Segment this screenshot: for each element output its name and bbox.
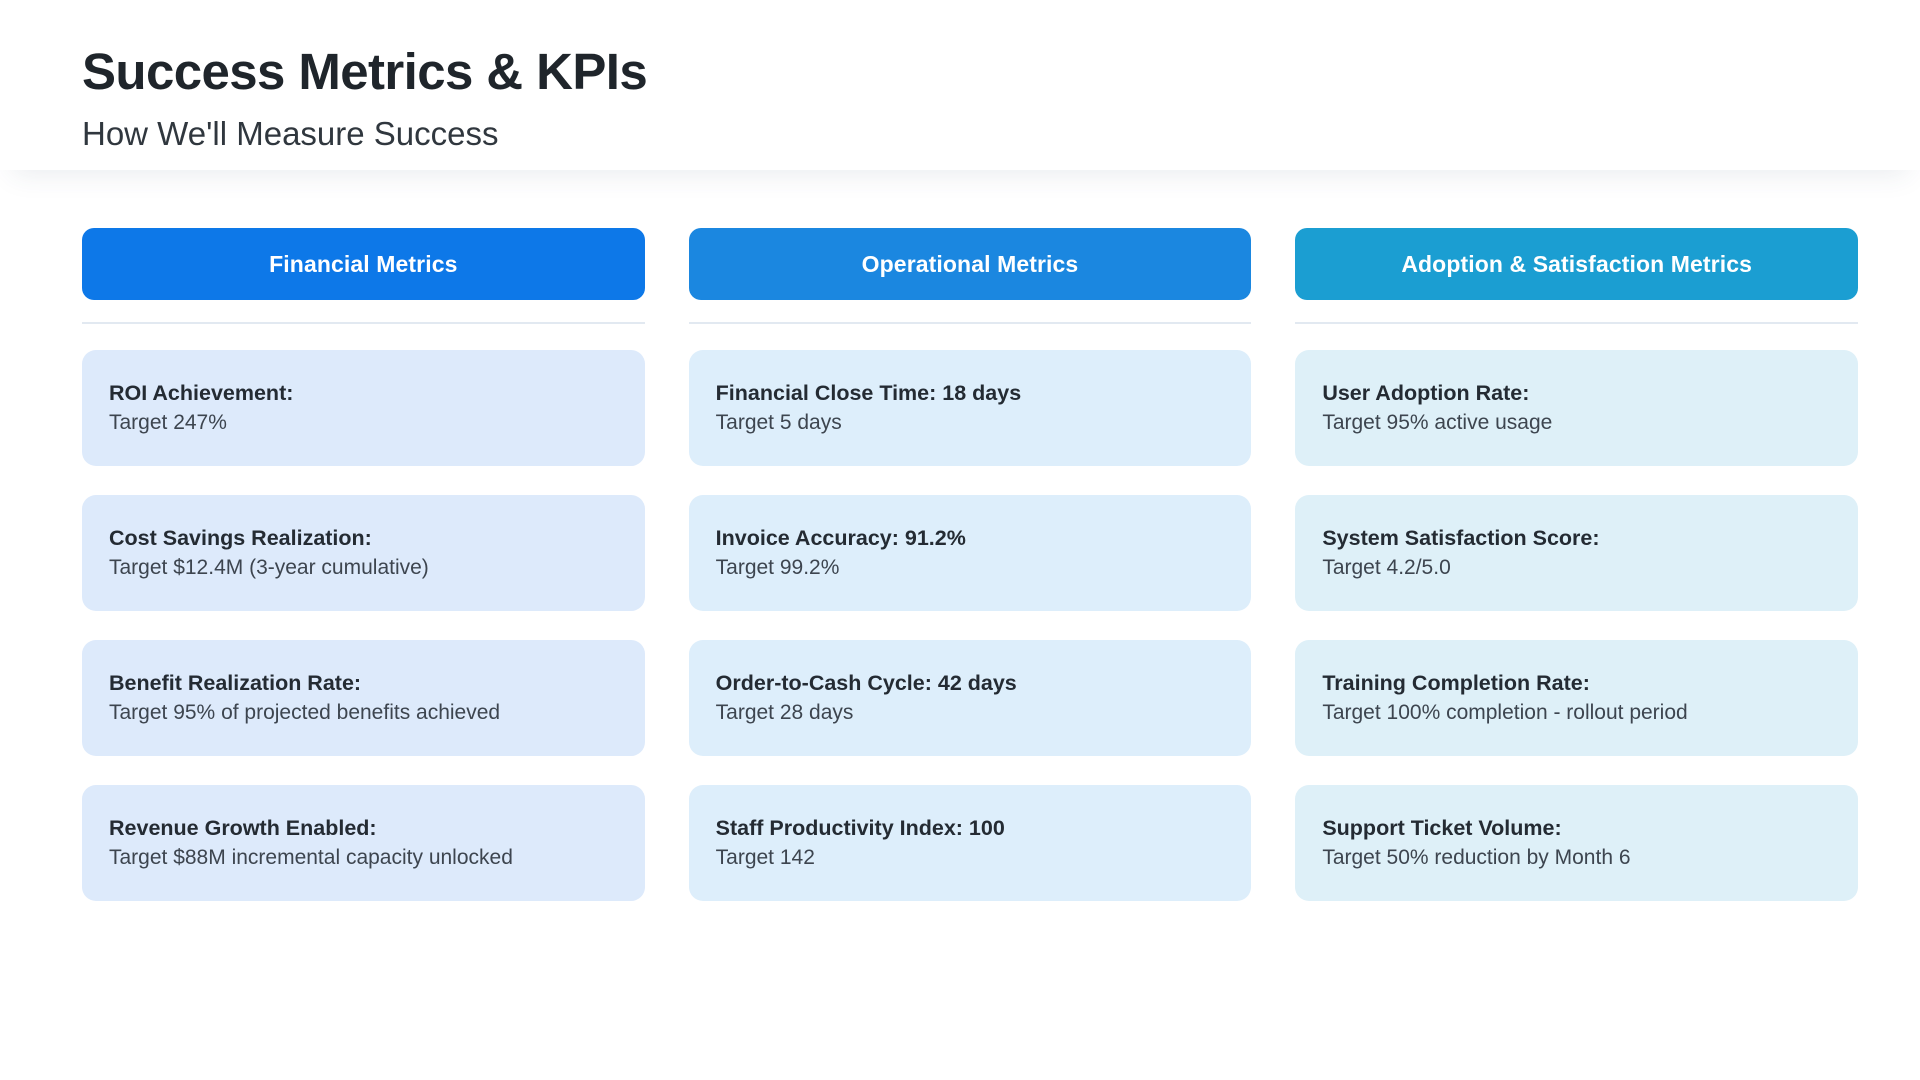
metric-title: User Adoption Rate: [1322, 381, 1530, 405]
metrics-column-operational [689, 228, 1252, 930]
metric-title: Support Ticket Volume: [1322, 816, 1562, 840]
page-subtitle: How We'll Measure Success [82, 115, 499, 153]
metric-title: Benefit Realization Rate: [109, 671, 362, 695]
metric-target: Target $88M incremental capacity unlocked [109, 846, 513, 869]
metrics-column-financial [82, 228, 645, 930]
metric-title: Order-to-Cash Cycle: 42 days [715, 671, 1017, 695]
metric-target: Target $12.4M (3-year cumulative) [109, 556, 429, 579]
page-title: Success Metrics & KPIs [82, 43, 648, 100]
metric-title: Invoice Accuracy: 91.2% [715, 526, 966, 550]
column-divider [689, 322, 1252, 324]
metric-target: Target 5 days [715, 411, 842, 434]
metric-title: Financial Close Time: 18 days [715, 381, 1022, 405]
metric-card-staff-productivity [689, 785, 1252, 901]
metric-card-cost-savings [82, 495, 645, 611]
metric-target: Target 4.2/5.0 [1322, 556, 1451, 579]
metric-target: Target 100% completion - rollout period [1322, 701, 1688, 724]
metric-card-roi-achievement [82, 350, 645, 466]
metric-target: Target 142 [715, 846, 815, 869]
metric-target: Target 247% [109, 411, 227, 434]
metric-target: Target 95% active usage [1322, 411, 1553, 434]
column-header-adoption[interactable]: Adoption & Satisfaction Metrics [1295, 228, 1858, 300]
metric-title: Staff Productivity Index: 100 [715, 816, 1005, 840]
metric-card-order-to-cash [689, 640, 1252, 756]
metric-title: Revenue Growth Enabled: [109, 816, 377, 840]
metric-target: Target 99.2% [715, 556, 840, 579]
metric-card-user-adoption [1295, 350, 1858, 466]
slide-header [0, 0, 1920, 170]
column-header-operational[interactable]: Operational Metrics [689, 228, 1252, 300]
metric-target: Target 28 days [715, 701, 854, 724]
metric-title: Training Completion Rate: [1322, 671, 1590, 695]
column-divider [1295, 322, 1858, 324]
metrics-grid [0, 228, 1920, 930]
metric-card-financial-close-time [689, 350, 1252, 466]
column-header-financial[interactable]: Financial Metrics [82, 228, 645, 300]
metric-card-invoice-accuracy [689, 495, 1252, 611]
metric-target: Target 95% of projected benefits achieved [109, 701, 501, 724]
column-divider [82, 322, 645, 324]
metric-card-revenue-growth [82, 785, 645, 901]
metric-title: ROI Achievement: [109, 381, 294, 405]
metric-title: System Satisfaction Score: [1322, 526, 1600, 550]
metric-card-training-completion [1295, 640, 1858, 756]
metric-card-support-tickets [1295, 785, 1858, 901]
metrics-column-adoption [1295, 228, 1858, 930]
metric-title: Cost Savings Realization: [109, 526, 372, 550]
metric-card-system-satisfaction [1295, 495, 1858, 611]
metric-card-benefit-realization [82, 640, 645, 756]
metric-target: Target 50% reduction by Month 6 [1322, 846, 1631, 869]
